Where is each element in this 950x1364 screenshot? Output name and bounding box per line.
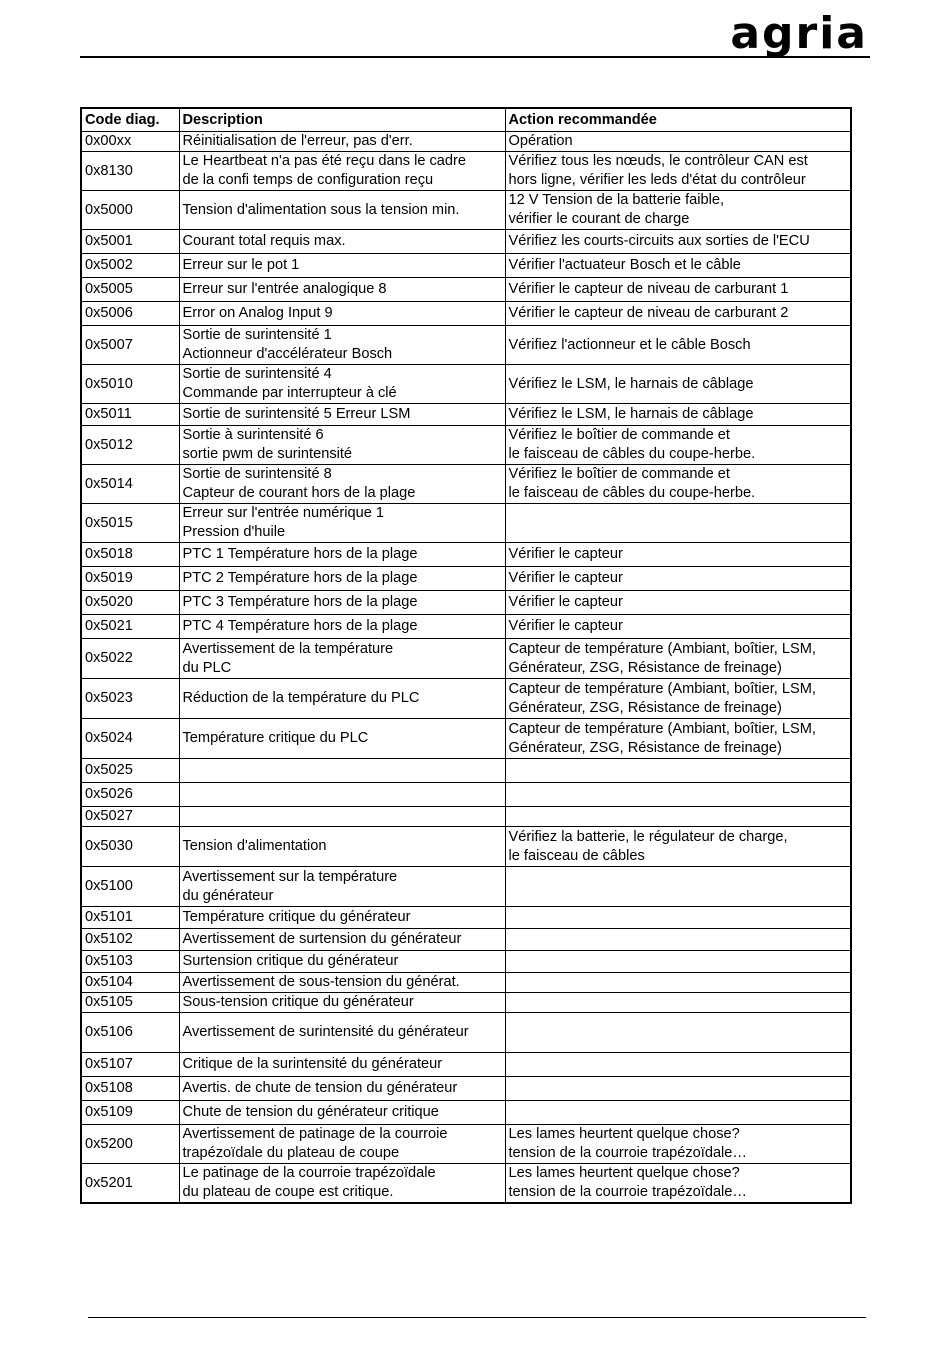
description-cell: Avertissement de surintensité du générateur (179, 1013, 505, 1053)
diag-code-cell: 0x5010 (81, 365, 179, 404)
action-cell: Vérifier le capteur (505, 615, 851, 639)
diag-code-cell: 0x00xx (81, 132, 179, 152)
action-cell (505, 951, 851, 973)
diag-code-cell: 0x5018 (81, 543, 179, 567)
description-cell: Courant total requis max. (179, 230, 505, 254)
diag-code-cell: 0x5015 (81, 504, 179, 543)
description-cell: Sortie de surintensité 8 Capteur de courant hors de la plage (179, 465, 505, 504)
table-row (81, 1125, 851, 1164)
description-cell: Le patinage de la courroie trapézoïdale du plateau de coupe est critique. (179, 1164, 505, 1204)
table-row (81, 504, 851, 543)
column-header-code: Code diag. (81, 108, 179, 132)
diag-code-cell: 0x5026 (81, 783, 179, 807)
diag-code-cell: 0x5023 (81, 679, 179, 719)
diag-code-cell: 0x5030 (81, 827, 179, 867)
description-cell: Erreur sur l'entrée analogique 8 (179, 278, 505, 302)
description-cell: Température critique du PLC (179, 719, 505, 759)
description-cell (179, 759, 505, 783)
action-cell (505, 929, 851, 951)
description-cell: Sortie de surintensité 1 Actionneur d'accélérateur Bosch (179, 326, 505, 365)
header-divider (80, 56, 870, 58)
description-cell: PTC 2 Température hors de la plage (179, 567, 505, 591)
diag-code-cell: 0x5200 (81, 1125, 179, 1164)
table-row (81, 1053, 851, 1077)
diag-code-cell: 0x5020 (81, 591, 179, 615)
description-cell: Sortie de surintensité 5 Erreur LSM (179, 404, 505, 426)
column-header-action: Action recommandée (505, 108, 851, 132)
diag-code-cell: 0x5025 (81, 759, 179, 783)
action-cell (505, 807, 851, 827)
description-cell: Erreur sur l'entrée numérique 1 Pression d'huile (179, 504, 505, 543)
diag-code-cell: 0x5022 (81, 639, 179, 679)
description-cell: Le Heartbeat n'a pas été reçu dans le cadre de la confi temps de configuration reçu (179, 152, 505, 191)
description-cell: Error on Analog Input 9 (179, 302, 505, 326)
diag-code-cell: 0x5019 (81, 567, 179, 591)
diagnostic-code-table (80, 107, 852, 1204)
action-cell: Les lames heurtent quelque chose? tension de la courroie trapézoïdale… (505, 1125, 851, 1164)
table-row (81, 1101, 851, 1125)
diag-code-cell: 0x5014 (81, 465, 179, 504)
table-row (81, 615, 851, 639)
table-row (81, 365, 851, 404)
table-row (81, 807, 851, 827)
diag-code-cell: 0x5005 (81, 278, 179, 302)
table-body (81, 132, 851, 1204)
table-row (81, 543, 851, 567)
action-cell (505, 504, 851, 543)
table-row (81, 1013, 851, 1053)
action-cell (505, 759, 851, 783)
diag-code-cell: 0x5024 (81, 719, 179, 759)
table-row (81, 1077, 851, 1101)
table-row (81, 929, 851, 951)
table-row (81, 759, 851, 783)
table-row (81, 191, 851, 230)
description-cell: Critique de la surintensité du générateur (179, 1053, 505, 1077)
description-cell: Tension d'alimentation sous la tension min. (179, 191, 505, 230)
table-row (81, 973, 851, 993)
table-row (81, 1164, 851, 1204)
diag-code-cell: 0x5107 (81, 1053, 179, 1077)
description-cell: Avertissement sur la température du générateur (179, 867, 505, 907)
diag-code-cell: 0x5002 (81, 254, 179, 278)
table-row (81, 326, 851, 365)
action-cell: Vérifiez le boîtier de commande et le faisceau de câbles du coupe-herbe. (505, 426, 851, 465)
action-cell (505, 993, 851, 1013)
action-cell: Vérifier le capteur de niveau de carburant 2 (505, 302, 851, 326)
action-cell: Vérifier le capteur (505, 567, 851, 591)
table-row (81, 591, 851, 615)
table-row (81, 993, 851, 1013)
table-row (81, 679, 851, 719)
description-cell: PTC 1 Température hors de la plage (179, 543, 505, 567)
description-cell: Avertissement de surtension du générateur (179, 929, 505, 951)
diag-code-cell: 0x5011 (81, 404, 179, 426)
action-cell: Capteur de température (Ambiant, boîtier, LSM, Générateur, ZSG, Résistance de freinage) (505, 719, 851, 759)
table-row (81, 278, 851, 302)
column-header-description: Description (179, 108, 505, 132)
table-row (81, 719, 851, 759)
diag-code-cell: 0x5104 (81, 973, 179, 993)
diag-code-cell: 0x5100 (81, 867, 179, 907)
table-header-row (81, 108, 851, 132)
action-cell (505, 1101, 851, 1125)
diag-code-cell: 0x5108 (81, 1077, 179, 1101)
action-cell (505, 1013, 851, 1053)
diag-code-cell: 0x5006 (81, 302, 179, 326)
table-row (81, 404, 851, 426)
diag-code-cell: 0x5027 (81, 807, 179, 827)
action-cell: Vérifiez la batterie, le régulateur de charge, le faisceau de câbles (505, 827, 851, 867)
action-cell: Vérifier le capteur de niveau de carburant 1 (505, 278, 851, 302)
action-cell: Vérifier l'actuateur Bosch et le câble (505, 254, 851, 278)
action-cell (505, 1053, 851, 1077)
table-row (81, 783, 851, 807)
diag-code-cell: 0x5001 (81, 230, 179, 254)
description-cell: Avertissement de la température du PLC (179, 639, 505, 679)
diag-code-cell: 0x5000 (81, 191, 179, 230)
diag-code-cell: 0x5012 (81, 426, 179, 465)
diag-code-cell: 0x5105 (81, 993, 179, 1013)
action-cell: Vérifiez le boîtier de commande et le faisceau de câbles du coupe-herbe. (505, 465, 851, 504)
description-cell: Tension d'alimentation (179, 827, 505, 867)
description-cell: Surtension critique du générateur (179, 951, 505, 973)
action-cell: Vérifiez les courts-circuits aux sorties de l'ECU (505, 230, 851, 254)
diag-code-cell: 0x8130 (81, 152, 179, 191)
diag-code-cell: 0x5102 (81, 929, 179, 951)
description-cell: Avertis. de chute de tension du générateur (179, 1077, 505, 1101)
description-cell: Erreur sur le pot 1 (179, 254, 505, 278)
description-cell: Réinitialisation de l'erreur, pas d'err. (179, 132, 505, 152)
action-cell: Capteur de température (Ambiant, boîtier, LSM, Générateur, ZSG, Résistance de freinage) (505, 679, 851, 719)
agria-logo: agria (730, 8, 868, 59)
description-cell: Réduction de la température du PLC (179, 679, 505, 719)
description-cell: Sous-tension critique du générateur (179, 993, 505, 1013)
action-cell (505, 783, 851, 807)
description-cell: Température critique du générateur (179, 907, 505, 929)
action-cell (505, 973, 851, 993)
action-cell: Vérifier le capteur (505, 591, 851, 615)
table-row (81, 951, 851, 973)
action-cell: Vérifiez l'actionneur et le câble Bosch (505, 326, 851, 365)
description-cell: Avertissement de sous-tension du générat. (179, 973, 505, 993)
action-cell: Opération (505, 132, 851, 152)
description-cell: PTC 3 Température hors de la plage (179, 591, 505, 615)
action-cell: Vérifiez le LSM, le harnais de câblage (505, 365, 851, 404)
table-row (81, 426, 851, 465)
table-row (81, 639, 851, 679)
action-cell: Vérifiez tous les nœuds, le contrôleur CAN est hors ligne, vérifier les leds d'état du contrôleur (505, 152, 851, 191)
diag-code-cell: 0x5101 (81, 907, 179, 929)
diag-code-cell: 0x5109 (81, 1101, 179, 1125)
action-cell (505, 1077, 851, 1101)
description-cell: Avertissement de patinage de la courroie trapézoïdale du plateau de coupe (179, 1125, 505, 1164)
table-row (81, 867, 851, 907)
diag-code-cell: 0x5103 (81, 951, 179, 973)
table-row (81, 132, 851, 152)
description-cell: Sortie de surintensité 4 Commande par interrupteur à clé (179, 365, 505, 404)
footer-divider (88, 1317, 866, 1318)
description-cell: Chute de tension du générateur critique (179, 1101, 505, 1125)
description-cell: Sortie à surintensité 6 sortie pwm de surintensité (179, 426, 505, 465)
diag-code-cell: 0x5106 (81, 1013, 179, 1053)
action-cell: Capteur de température (Ambiant, boîtier, LSM, Générateur, ZSG, Résistance de freinage) (505, 639, 851, 679)
table-row (81, 254, 851, 278)
description-cell (179, 807, 505, 827)
action-cell: Les lames heurtent quelque chose? tension de la courroie trapézoïdale… (505, 1164, 851, 1204)
table-row (81, 827, 851, 867)
table-row (81, 302, 851, 326)
action-cell (505, 907, 851, 929)
diag-code-cell: 0x5007 (81, 326, 179, 365)
diag-code-cell: 0x5021 (81, 615, 179, 639)
table-row (81, 907, 851, 929)
action-cell (505, 867, 851, 907)
description-cell (179, 783, 505, 807)
table-row (81, 465, 851, 504)
action-cell: Vérifiez le LSM, le harnais de câblage (505, 404, 851, 426)
description-cell: PTC 4 Température hors de la plage (179, 615, 505, 639)
action-cell: 12 V Tension de la batterie faible, vérifier le courant de charge (505, 191, 851, 230)
table-row (81, 152, 851, 191)
action-cell: Vérifier le capteur (505, 543, 851, 567)
table-row (81, 230, 851, 254)
diag-code-cell: 0x5201 (81, 1164, 179, 1204)
table-row (81, 567, 851, 591)
